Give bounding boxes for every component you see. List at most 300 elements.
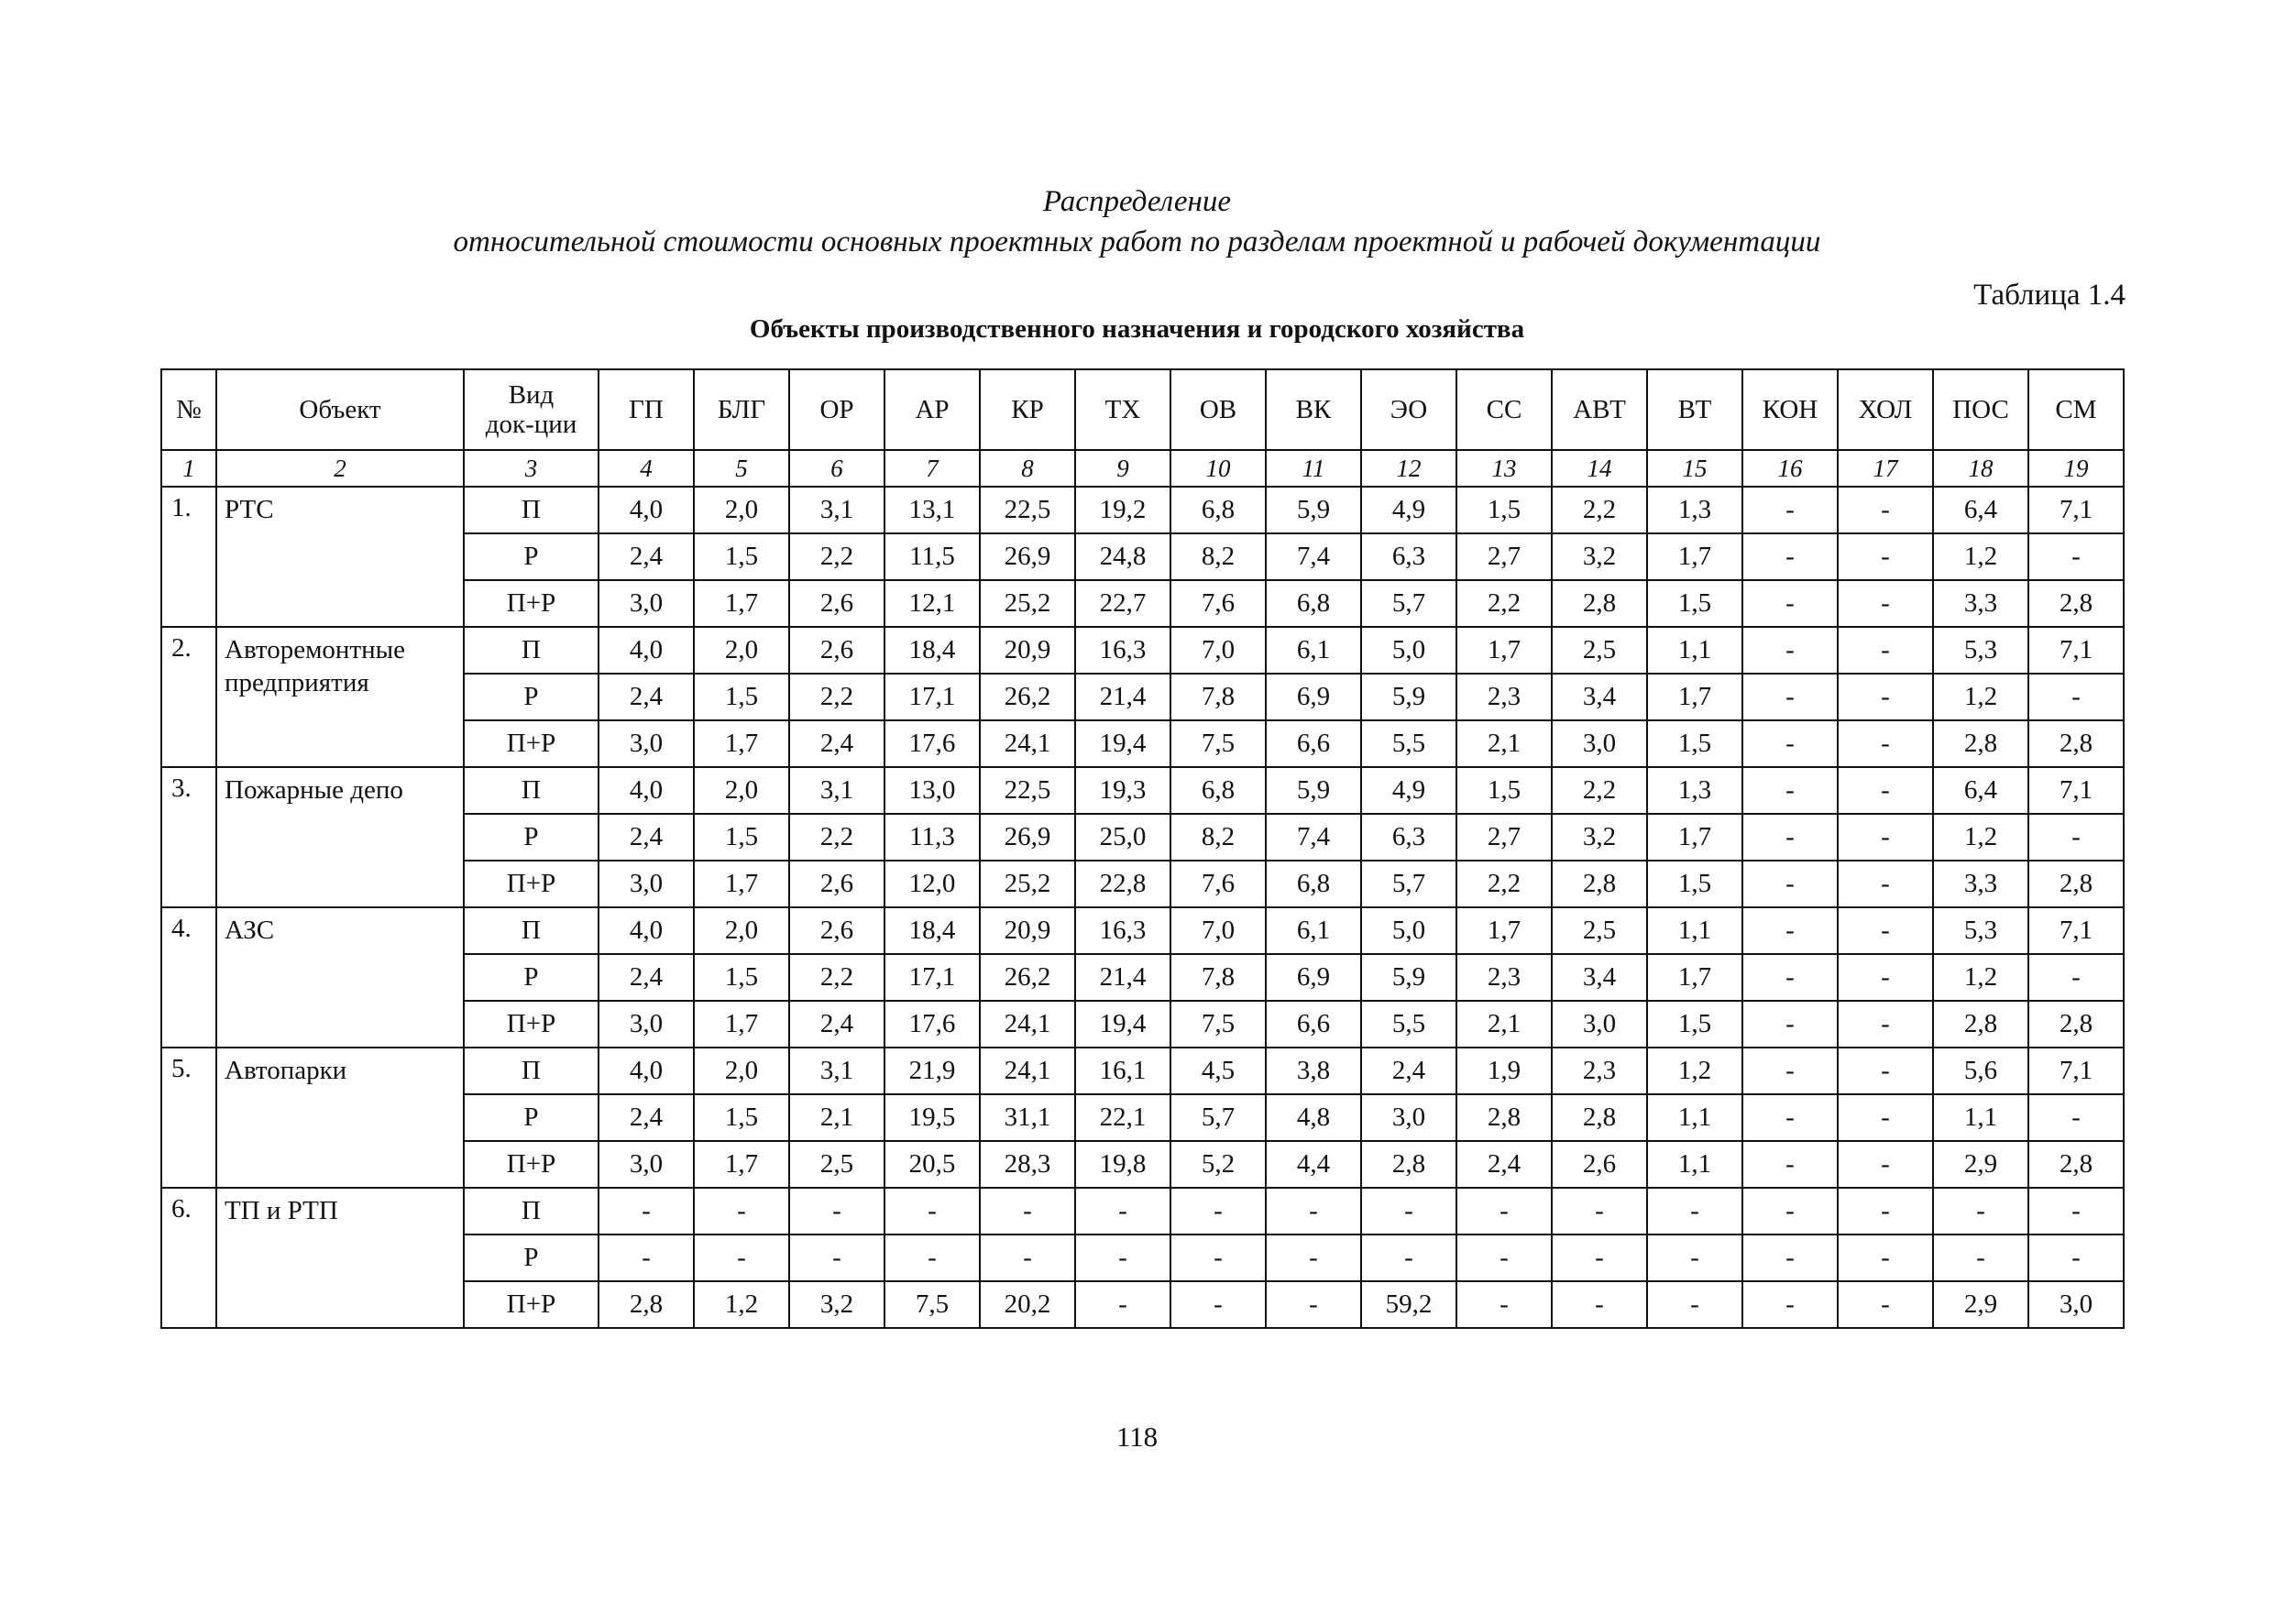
value-cell: 24,8 — [1075, 533, 1170, 580]
value-cell: 1,7 — [694, 861, 789, 907]
value-cell: 4,0 — [599, 487, 694, 533]
value-cell: 13,1 — [884, 487, 980, 533]
object-number: 4. — [161, 907, 216, 1048]
value-cell: 8,2 — [1170, 814, 1266, 861]
value-cell: 1,7 — [694, 1141, 789, 1188]
column-index: 5 — [694, 450, 789, 487]
value-cell: 1,2 — [1647, 1048, 1742, 1094]
value-cell: 22,1 — [1075, 1094, 1170, 1141]
value-cell: 5,7 — [1170, 1094, 1266, 1141]
value-cell: 1,5 — [1647, 720, 1742, 767]
value-cell: 3,3 — [1933, 861, 2028, 907]
value-cell: - — [599, 1234, 694, 1281]
value-cell: 2,2 — [789, 533, 884, 580]
table-row — [161, 487, 2124, 533]
value-cell: - — [1838, 1281, 1933, 1328]
value-cell: - — [694, 1188, 789, 1234]
value-cell: - — [1838, 861, 1933, 907]
doc-type: П — [464, 1188, 599, 1234]
value-cell: 26,9 — [980, 533, 1075, 580]
value-cell: 6,8 — [1170, 487, 1266, 533]
value-cell: - — [1170, 1281, 1266, 1328]
column-header: СС — [1456, 369, 1552, 450]
value-cell: 2,0 — [694, 627, 789, 674]
value-cell: - — [789, 1234, 884, 1281]
value-cell: - — [1838, 1048, 1933, 1094]
value-cell: 1,7 — [1647, 954, 1742, 1001]
value-cell: 19,2 — [1075, 487, 1170, 533]
value-cell: 12,1 — [884, 580, 980, 627]
value-cell: - — [2028, 674, 2124, 720]
value-cell: 2,7 — [1456, 814, 1552, 861]
doc-type: П+Р — [464, 580, 599, 627]
value-cell: - — [1838, 1141, 1933, 1188]
column-header: ТХ — [1075, 369, 1170, 450]
value-cell: 7,8 — [1170, 954, 1266, 1001]
value-cell: 6,9 — [1266, 674, 1361, 720]
value-cell: 20,9 — [980, 627, 1075, 674]
value-cell: 2,3 — [1456, 674, 1552, 720]
value-cell: 3,0 — [599, 580, 694, 627]
column-index: 12 — [1361, 450, 1456, 487]
value-cell: 5,3 — [1933, 627, 2028, 674]
value-cell: - — [1742, 720, 1838, 767]
value-cell: 2,8 — [2028, 861, 2124, 907]
value-cell: 1,5 — [1647, 861, 1742, 907]
value-cell: - — [1266, 1188, 1361, 1234]
value-cell: 5,0 — [1361, 907, 1456, 954]
value-cell: 6,9 — [1266, 954, 1361, 1001]
value-cell: 2,1 — [1456, 720, 1552, 767]
value-cell: 2,0 — [694, 487, 789, 533]
doc-type: Р — [464, 674, 599, 720]
column-index: 15 — [1647, 450, 1742, 487]
value-cell: 5,0 — [1361, 627, 1456, 674]
value-cell: 1,5 — [694, 1094, 789, 1141]
value-cell: 5,9 — [1361, 674, 1456, 720]
value-cell: 2,8 — [1933, 720, 2028, 767]
column-index: 1 — [161, 450, 216, 487]
value-cell: - — [1170, 1188, 1266, 1234]
value-cell: 3,0 — [599, 1001, 694, 1048]
column-header: Объект — [216, 369, 464, 450]
value-cell: 4,0 — [599, 1048, 694, 1094]
value-cell: 1,7 — [1647, 533, 1742, 580]
value-cell: 1,2 — [694, 1281, 789, 1328]
value-cell: 2,8 — [1933, 1001, 2028, 1048]
table-subtitle: Объекты производственного назначения и городского хозяйства — [749, 314, 1525, 344]
value-cell: 2,6 — [789, 861, 884, 907]
value-cell: 3,0 — [599, 1141, 694, 1188]
doc-type: П — [464, 907, 599, 954]
value-cell: 13,0 — [884, 767, 980, 814]
table-row — [161, 627, 2124, 674]
value-cell: - — [1838, 1094, 1933, 1141]
value-cell: 1,5 — [694, 814, 789, 861]
value-cell: - — [789, 1188, 884, 1234]
value-cell: 2,8 — [2028, 580, 2124, 627]
value-cell: - — [1361, 1188, 1456, 1234]
object-number: 1. — [161, 487, 216, 627]
value-cell: 2,7 — [1456, 533, 1552, 580]
value-cell: 8,2 — [1170, 533, 1266, 580]
value-cell: 19,5 — [884, 1094, 980, 1141]
value-cell: 1,5 — [1647, 1001, 1742, 1048]
value-cell: 1,1 — [1647, 627, 1742, 674]
column-header: ВК — [1266, 369, 1361, 450]
value-cell: 2,2 — [1552, 767, 1647, 814]
value-cell: - — [2028, 1234, 2124, 1281]
value-cell: 6,8 — [1170, 767, 1266, 814]
value-cell: - — [1647, 1281, 1742, 1328]
value-cell: 2,0 — [694, 767, 789, 814]
column-header: БЛГ — [694, 369, 789, 450]
column-header: ВТ — [1647, 369, 1742, 450]
value-cell: 4,4 — [1266, 1141, 1361, 1188]
value-cell: 7,5 — [1170, 1001, 1266, 1048]
header-row — [161, 369, 2124, 450]
value-cell: 1,3 — [1647, 767, 1742, 814]
doc-type: Р — [464, 814, 599, 861]
value-cell: - — [1742, 907, 1838, 954]
column-index: 18 — [1933, 450, 2028, 487]
value-cell: 2,0 — [694, 907, 789, 954]
value-cell: - — [1552, 1281, 1647, 1328]
value-cell: 2,8 — [1552, 580, 1647, 627]
column-header: Вид док-ции — [464, 369, 599, 450]
value-cell: 1,1 — [1647, 1141, 1742, 1188]
value-cell: 2,8 — [2028, 1141, 2124, 1188]
value-cell: 3,2 — [1552, 814, 1647, 861]
value-cell: 2,5 — [1552, 907, 1647, 954]
value-cell: 22,8 — [1075, 861, 1170, 907]
value-cell: 28,3 — [980, 1141, 1075, 1188]
value-cell: 3,4 — [1552, 674, 1647, 720]
value-cell: 6,4 — [1933, 487, 2028, 533]
doc-type: П — [464, 487, 599, 533]
value-cell: 5,7 — [1361, 580, 1456, 627]
value-cell: 6,1 — [1266, 627, 1361, 674]
value-cell: 6,4 — [1933, 767, 2028, 814]
object-number: 5. — [161, 1048, 216, 1188]
column-index: 8 — [980, 450, 1075, 487]
value-cell: 4,8 — [1266, 1094, 1361, 1141]
value-cell: 2,4 — [1456, 1141, 1552, 1188]
value-cell: - — [884, 1188, 980, 1234]
value-cell: - — [1552, 1188, 1647, 1234]
value-cell: - — [1838, 580, 1933, 627]
value-cell: 2,2 — [1456, 580, 1552, 627]
object-name: Пожарные депо — [216, 767, 464, 907]
value-cell: - — [1742, 1001, 1838, 1048]
value-cell: - — [1742, 767, 1838, 814]
value-cell: 1,3 — [1647, 487, 1742, 533]
value-cell: 2,8 — [2028, 1001, 2124, 1048]
value-cell: - — [1075, 1234, 1170, 1281]
value-cell: 2,6 — [789, 580, 884, 627]
value-cell: - — [694, 1234, 789, 1281]
value-cell: - — [1742, 861, 1838, 907]
value-cell: 6,6 — [1266, 720, 1361, 767]
value-cell: 16,3 — [1075, 627, 1170, 674]
value-cell: 18,4 — [884, 627, 980, 674]
value-cell: 19,8 — [1075, 1141, 1170, 1188]
object-name: РТС — [216, 487, 464, 627]
value-cell: 22,5 — [980, 487, 1075, 533]
value-cell: 2,5 — [789, 1141, 884, 1188]
value-cell: 2,3 — [1552, 1048, 1647, 1094]
value-cell: 17,6 — [884, 1001, 980, 1048]
value-cell: 12,0 — [884, 861, 980, 907]
value-cell: 2,4 — [599, 1094, 694, 1141]
column-index: 4 — [599, 450, 694, 487]
value-cell: 7,0 — [1170, 627, 1266, 674]
value-cell: - — [1742, 674, 1838, 720]
column-header: ОР — [789, 369, 884, 450]
value-cell: 7,6 — [1170, 861, 1266, 907]
value-cell: 24,1 — [980, 720, 1075, 767]
value-cell: 2,9 — [1933, 1281, 2028, 1328]
column-header: СМ — [2028, 369, 2124, 450]
value-cell: 2,4 — [599, 533, 694, 580]
column-header: ЭО — [1361, 369, 1456, 450]
value-cell: 16,3 — [1075, 907, 1170, 954]
value-cell: 1,2 — [1933, 674, 2028, 720]
doc-title-line2: относительной стоимости основных проектных работ по разделам проектной и рабочей документации — [453, 225, 1821, 258]
column-index: 19 — [2028, 450, 2124, 487]
value-cell: - — [1742, 814, 1838, 861]
column-index: 16 — [1742, 450, 1838, 487]
doc-type: Р — [464, 533, 599, 580]
column-header: ХОЛ — [1838, 369, 1933, 450]
value-cell: 1,2 — [1933, 954, 2028, 1001]
value-cell: - — [1742, 1188, 1838, 1234]
value-cell: - — [1838, 674, 1933, 720]
value-cell: 24,1 — [980, 1001, 1075, 1048]
table-row — [161, 907, 2124, 954]
value-cell: 59,2 — [1361, 1281, 1456, 1328]
value-cell: 2,6 — [789, 627, 884, 674]
value-cell: 1,7 — [1647, 814, 1742, 861]
value-cell: 3,0 — [599, 720, 694, 767]
column-index: 11 — [1266, 450, 1361, 487]
value-cell: - — [1838, 1001, 1933, 1048]
value-cell: 6,3 — [1361, 814, 1456, 861]
column-header: ПОС — [1933, 369, 2028, 450]
value-cell: - — [1742, 533, 1838, 580]
value-cell: 2,6 — [789, 907, 884, 954]
column-index: 17 — [1838, 450, 1933, 487]
doc-type: П+Р — [464, 1281, 599, 1328]
value-cell: - — [1266, 1234, 1361, 1281]
value-cell: 5,9 — [1266, 487, 1361, 533]
value-cell: 20,5 — [884, 1141, 980, 1188]
value-cell: 5,3 — [1933, 907, 2028, 954]
value-cell: 3,0 — [599, 861, 694, 907]
value-cell: - — [1838, 1234, 1933, 1281]
value-cell: 22,5 — [980, 767, 1075, 814]
value-cell: 1,1 — [1647, 907, 1742, 954]
value-cell: 7,0 — [1170, 907, 1266, 954]
value-cell: 16,1 — [1075, 1048, 1170, 1094]
value-cell: 3,0 — [1361, 1094, 1456, 1141]
value-cell: 4,9 — [1361, 487, 1456, 533]
value-cell: 1,1 — [1933, 1094, 2028, 1141]
value-cell: 7,1 — [2028, 907, 2124, 954]
value-cell: 2,2 — [789, 954, 884, 1001]
table-row — [161, 767, 2124, 814]
value-cell: 22,7 — [1075, 580, 1170, 627]
value-cell: 1,1 — [1647, 1094, 1742, 1141]
doc-type: Р — [464, 1234, 599, 1281]
value-cell: - — [1838, 1188, 1933, 1234]
object-name: Авторемонтные предприятия — [216, 627, 464, 767]
value-cell: 1,7 — [1647, 674, 1742, 720]
column-index: 10 — [1170, 450, 1266, 487]
table-label: Таблица 1.4 — [1973, 279, 2126, 312]
value-cell: 5,6 — [1933, 1048, 2028, 1094]
value-cell: - — [884, 1234, 980, 1281]
value-cell: 3,1 — [789, 1048, 884, 1094]
value-cell: 7,1 — [2028, 767, 2124, 814]
value-cell: 2,8 — [1361, 1141, 1456, 1188]
value-cell: 2,4 — [599, 674, 694, 720]
value-cell: - — [1742, 627, 1838, 674]
value-cell: 7,1 — [2028, 627, 2124, 674]
value-cell: - — [1838, 627, 1933, 674]
value-cell: 18,4 — [884, 907, 980, 954]
value-cell: - — [1170, 1234, 1266, 1281]
value-cell: 20,2 — [980, 1281, 1075, 1328]
value-cell: 2,2 — [789, 674, 884, 720]
value-cell: - — [1456, 1188, 1552, 1234]
column-index: 3 — [464, 450, 599, 487]
column-header: ОВ — [1170, 369, 1266, 450]
value-cell: 7,1 — [2028, 487, 2124, 533]
value-cell: 20,9 — [980, 907, 1075, 954]
value-cell: 25,0 — [1075, 814, 1170, 861]
value-cell: 2,8 — [1456, 1094, 1552, 1141]
column-header: № — [161, 369, 216, 450]
value-cell: 21,9 — [884, 1048, 980, 1094]
value-cell: 1,5 — [694, 674, 789, 720]
value-cell: 1,5 — [1456, 767, 1552, 814]
doc-type: П — [464, 767, 599, 814]
column-header: ГП — [599, 369, 694, 450]
value-cell: 19,3 — [1075, 767, 1170, 814]
value-cell: 7,1 — [2028, 1048, 2124, 1094]
value-cell: 17,1 — [884, 674, 980, 720]
value-cell: - — [1838, 533, 1933, 580]
value-cell: - — [1838, 720, 1933, 767]
value-cell: 2,8 — [1552, 861, 1647, 907]
value-cell: - — [1456, 1281, 1552, 1328]
value-cell: 2,6 — [1552, 1141, 1647, 1188]
value-cell: 2,1 — [789, 1094, 884, 1141]
value-cell: - — [1838, 907, 1933, 954]
value-cell: 26,2 — [980, 954, 1075, 1001]
value-cell: - — [1266, 1281, 1361, 1328]
value-cell: 2,2 — [1456, 861, 1552, 907]
column-index: 9 — [1075, 450, 1170, 487]
value-cell: 2,4 — [599, 954, 694, 1001]
value-cell: - — [2028, 1094, 2124, 1141]
value-cell: 3,2 — [1552, 533, 1647, 580]
value-cell: 4,0 — [599, 627, 694, 674]
column-header: АР — [884, 369, 980, 450]
value-cell: 7,5 — [1170, 720, 1266, 767]
value-cell: 6,6 — [1266, 1001, 1361, 1048]
value-cell: - — [1742, 1281, 1838, 1328]
value-cell: - — [2028, 954, 2124, 1001]
value-cell: 1,5 — [1456, 487, 1552, 533]
value-cell: 1,2 — [1933, 533, 2028, 580]
value-cell: - — [1838, 814, 1933, 861]
doc-type: П+Р — [464, 1001, 599, 1048]
value-cell: 17,6 — [884, 720, 980, 767]
value-cell: 1,2 — [1933, 814, 2028, 861]
doc-type: П — [464, 1048, 599, 1094]
value-cell: 7,4 — [1266, 533, 1361, 580]
value-cell: 5,5 — [1361, 720, 1456, 767]
value-cell: 3,2 — [789, 1281, 884, 1328]
value-cell: - — [1742, 1048, 1838, 1094]
value-cell: - — [1838, 487, 1933, 533]
column-index: 13 — [1456, 450, 1552, 487]
value-cell: 6,3 — [1361, 533, 1456, 580]
value-cell: 25,2 — [980, 861, 1075, 907]
value-cell: 26,9 — [980, 814, 1075, 861]
value-cell: 2,5 — [1552, 627, 1647, 674]
value-cell: 2,1 — [1456, 1001, 1552, 1048]
value-cell: - — [1361, 1234, 1456, 1281]
column-index: 14 — [1552, 450, 1647, 487]
value-cell: 19,4 — [1075, 1001, 1170, 1048]
value-cell: - — [1075, 1188, 1170, 1234]
column-header: АВТ — [1552, 369, 1647, 450]
value-cell: 3,8 — [1266, 1048, 1361, 1094]
value-cell: 21,4 — [1075, 674, 1170, 720]
value-cell: - — [2028, 1188, 2124, 1234]
doc-type: П+Р — [464, 720, 599, 767]
value-cell: - — [1742, 487, 1838, 533]
value-cell: - — [2028, 533, 2124, 580]
object-name: Автопарки — [216, 1048, 464, 1188]
value-cell: 2,2 — [1552, 487, 1647, 533]
value-cell: 5,9 — [1266, 767, 1361, 814]
value-cell: - — [1552, 1234, 1647, 1281]
column-index: 6 — [789, 450, 884, 487]
doc-type: Р — [464, 1094, 599, 1141]
object-number: 3. — [161, 767, 216, 907]
doc-type: Р — [464, 954, 599, 1001]
value-cell: 1,7 — [1456, 627, 1552, 674]
value-cell: 3,0 — [1552, 720, 1647, 767]
value-cell: - — [1742, 954, 1838, 1001]
value-cell: 1,5 — [694, 533, 789, 580]
value-cell: - — [1456, 1234, 1552, 1281]
value-cell: 26,2 — [980, 674, 1075, 720]
doc-type: П+Р — [464, 1141, 599, 1188]
value-cell: - — [980, 1188, 1075, 1234]
value-cell: 7,8 — [1170, 674, 1266, 720]
value-cell: 2,8 — [599, 1281, 694, 1328]
value-cell: 4,0 — [599, 907, 694, 954]
doc-type: П+Р — [464, 861, 599, 907]
value-cell: - — [1647, 1234, 1742, 1281]
table-row — [161, 1048, 2124, 1094]
column-index-row — [161, 450, 2124, 487]
